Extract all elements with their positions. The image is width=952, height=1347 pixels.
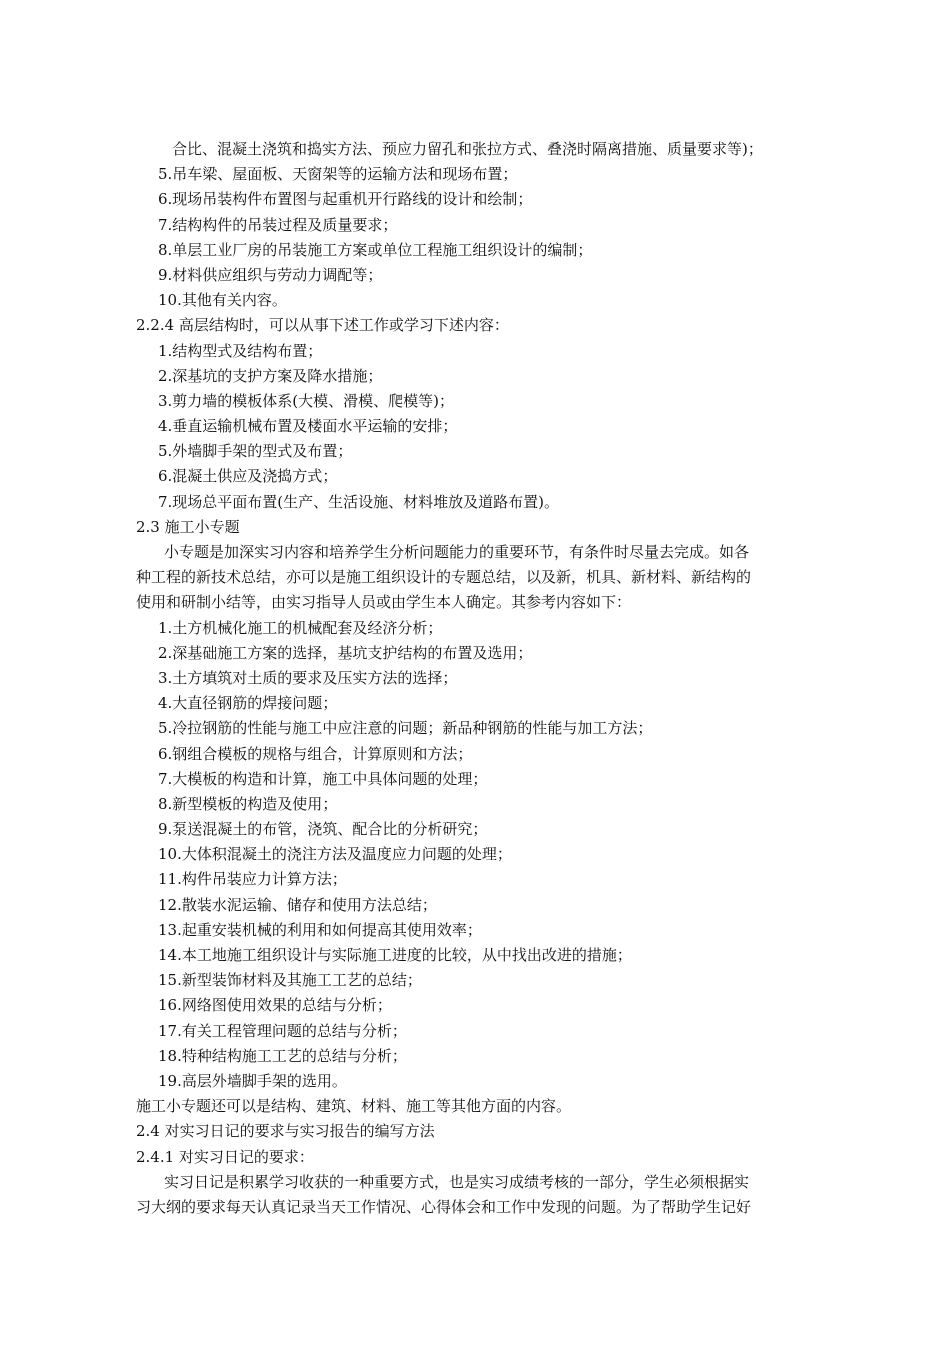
list-item: 6.钢组合模板的规格与组合，计算原则和方法； — [158, 744, 473, 763]
list-item: 14.本工地施工组织设计与实际施工进度的比较，从中找出改进的措施； — [158, 946, 632, 964]
list-item: 1.土方机械化施工的机械配套及经济分析； — [158, 618, 443, 637]
section-heading-2-4: 2.4 对实习日记的要求与实习报告的编写方法 — [136, 1122, 435, 1141]
list-item: 3.剪力墙的模板体系(大模、滑模、爬模等)； — [158, 391, 455, 410]
continuation-line: 合比、混凝土浇筑和捣实方法、预应力留孔和张拉方式、叠浇时隔离措施、质量要求等)； — [172, 140, 763, 158]
list-item: 8.单层工业厂房的吊装施工方案或单位工程施工组织设计的编制； — [158, 240, 593, 259]
list-item: 11.构件吊装应力计算方法； — [158, 870, 347, 889]
list-item: 10.其他有关内容。 — [158, 291, 287, 310]
section-heading-2-3: 2.3 施工小专题 — [136, 517, 240, 536]
paragraph-line: 小专题是加深实习内容和培养学生分析问题能力的重要环节，有条件时尽量去完成。如各 — [164, 543, 750, 561]
list-item: 6.混凝土供应及浇捣方式； — [158, 467, 338, 486]
list-item: 3.土方填筑对土质的要求及压实方法的选择； — [158, 668, 458, 687]
list-item: 10.大体积混凝土的浇注方法及温度应力问题的处理； — [158, 845, 512, 864]
list-item: 19.高层外墙脚手架的选用。 — [158, 1071, 347, 1090]
list-item: 6.现场吊装构件布置图与起重机开行路线的设计和绘制； — [158, 190, 533, 209]
list-item: 5.冷拉钢筋的性能与施工中应注意的问题；新品种钢筋的性能与加工方法； — [158, 719, 653, 738]
list-item: 1.结构型式及结构布置； — [158, 341, 323, 360]
paragraph-line: 种工程的新技术总结，亦可以是施工组织设计的专题总结，以及新，机具、新材料、新结构的 — [136, 568, 752, 587]
section-closing-line: 施工小专题还可以是结构、建筑、材料、施工等其他方面的内容。 — [136, 1097, 572, 1116]
list-item: 7.现场总平面布置(生产、生活设施、材料堆放及道路布置)。 — [158, 492, 560, 511]
paragraph-line: 使用和研制小结等，由实习指导人员或由学生本人确定。其参考内容如下： — [136, 593, 632, 612]
list-item: 8.新型模板的构造及使用； — [158, 794, 338, 813]
list-item: 9.材料供应组织与劳动力调配等； — [158, 265, 383, 284]
list-item: 4.垂直运输机械布置及楼面水平运输的安排； — [158, 417, 458, 436]
body-text — [136, 137, 820, 1220]
section-heading-2-4-1: 2.4.1 对实习日记的要求： — [136, 1147, 314, 1166]
list-item: 7.大模板的构造和计算，施工中具体问题的处理； — [158, 769, 488, 788]
list-item: 15.新型装饰材料及其施工工艺的总结； — [158, 971, 422, 990]
list-item: 9.泵送混凝土的布管，浇筑、配合比的分析研究； — [158, 820, 488, 839]
list-item: 4.大直径钢筋的焊接问题； — [158, 694, 338, 713]
list-item: 17.有关工程管理问题的总结与分析； — [158, 1021, 407, 1040]
paragraph-line: 习大纲的要求每天认真记录当天工作情况、心得体会和工作中发现的问题。为了帮助学生记好 — [136, 1197, 752, 1216]
section-heading-2-2-4: 2.2.4 高层结构时，可以从事下述工作或学习下述内容： — [136, 316, 509, 335]
paragraph-line: 实习日记是积累学习收获的一种重要方式，也是实习成绩考核的一部分，学生必须根据实 — [164, 1172, 750, 1191]
list-item: 16.网络图使用效果的总结与分析； — [158, 996, 392, 1015]
list-item: 7.结构构件的吊装过程及质量要求； — [158, 215, 398, 234]
list-item: 5.吊车梁、屋面板、天窗架等的运输方法和现场布置； — [158, 165, 518, 184]
list-item: 5.外墙脚手架的型式及布置； — [158, 442, 353, 461]
list-item: 18.特种结构施工工艺的总结与分析； — [158, 1046, 407, 1065]
list-item: 2.深基础施工方案的选择，基坑支护结构的布置及选用； — [158, 643, 533, 662]
list-item: 2.深基坑的支护方案及降水措施； — [158, 366, 383, 385]
list-item: 13.起重安装机械的利用和如何提高其使用效率； — [158, 920, 482, 939]
list-item: 12.散装水泥运输、储存和使用方法总结； — [158, 895, 437, 914]
